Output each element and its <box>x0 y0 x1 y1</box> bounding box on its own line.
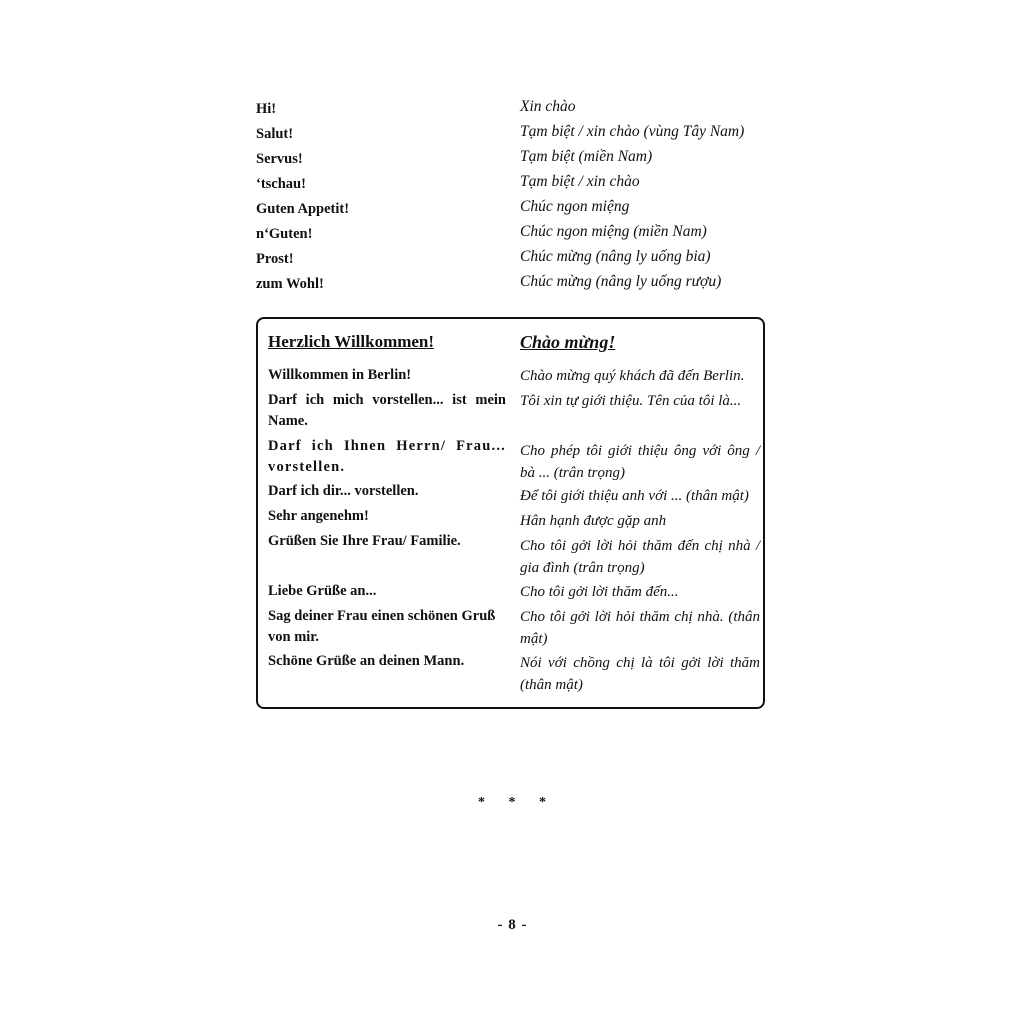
german-phrase: Salut! <box>256 126 294 142</box>
greeting-vietnamese: Để tôi giới thiệu anh với ... (thân mật) <box>520 488 749 504</box>
german-phrase: Servus! <box>256 151 303 167</box>
greeting-german: Darf ich Ihnen Herrn/ Frau... vorstellen. <box>268 438 506 475</box>
german-phrase: n‘Guten! <box>256 226 313 242</box>
german-phrase: Hi! <box>256 101 277 117</box>
vietnamese-translation: Tạm biệt (miền Nam) <box>520 148 653 165</box>
phrase-row <box>256 222 776 247</box>
german-phrase: Guten Appetit! <box>256 201 350 217</box>
greeting-german: Sehr angenehm! <box>268 508 369 524</box>
vietnamese-translation: Chúc mừng (nâng ly uống rượu) <box>520 273 722 290</box>
greeting-vietnamese: Cho phép tôi giới thiệu ông với ông / bà ... (trân trọng) <box>520 443 760 481</box>
vietnamese-translation: Chúc ngon miệng <box>520 198 630 215</box>
vietnamese-translation: Tạm biệt / xin chào (vùng Tây Nam) <box>520 123 745 140</box>
greeting-vietnamese: Cho tôi gởi lời hỏi thăm chị nhà. (thân mật) <box>520 609 760 647</box>
phrase-row <box>256 197 776 222</box>
box-heading-german: Herzlich Willkommen! <box>268 332 435 351</box>
welcome-box <box>256 317 765 709</box>
phrase-row <box>256 97 776 122</box>
phrase-row <box>256 122 776 147</box>
greeting-vietnamese: Tôi xin tự giới thiệu. Tên của tôi là... <box>520 393 742 409</box>
phrase-row <box>256 247 776 272</box>
vietnamese-translation: Chúc ngon miệng (miền Nam) <box>520 223 707 240</box>
german-phrase: Prost! <box>256 251 294 267</box>
greeting-vietnamese: Cho tôi gởi lời hỏi thăm đến chị nhà / gia đình (trân trọng) <box>520 538 760 576</box>
box-heading-vietnamese: Chào mừng! <box>520 332 616 352</box>
phrase-row <box>256 147 776 172</box>
german-phrase: ‘tschau! <box>256 176 306 192</box>
phrase-row <box>256 172 776 197</box>
vietnamese-translation: Chúc mừng (nâng ly uống bia) <box>520 248 711 265</box>
greeting-german: Darf ich mich vorstellen... ist mein Name. <box>268 392 506 429</box>
greeting-german: Grüßen Sie Ihre Frau/ Familie. <box>268 533 461 549</box>
section-separator: * * * <box>478 795 556 810</box>
greeting-german: Willkommen in Berlin! <box>268 367 412 383</box>
greeting-vietnamese: Cho tôi gởi lời thăm đến... <box>520 584 679 600</box>
greeting-german: Darf ich dir... vorstellen. <box>268 483 419 499</box>
german-phrase: zum Wohl! <box>256 276 324 292</box>
phrase-list <box>256 97 776 297</box>
greeting-german: Schöne Grüße an deinen Mann. <box>268 653 465 669</box>
greeting-vietnamese: Nói với chồng chị là tôi gởi lời thăm (thân mật) <box>520 655 760 693</box>
vietnamese-translation: Xin chào <box>520 98 576 115</box>
greeting-german: Liebe Grüße an... <box>268 583 377 599</box>
greeting-german: Sag deiner Frau einen schönen Gruß von mir. <box>268 608 496 645</box>
page-number: - 8 - <box>497 917 527 933</box>
greeting-vietnamese: Hân hạnh được gặp anh <box>520 513 667 529</box>
greeting-vietnamese: Chào mừng quý khách đã đến Berlin. <box>520 368 745 384</box>
phrase-row <box>256 272 776 297</box>
vietnamese-translation: Tạm biệt / xin chào <box>520 173 640 190</box>
